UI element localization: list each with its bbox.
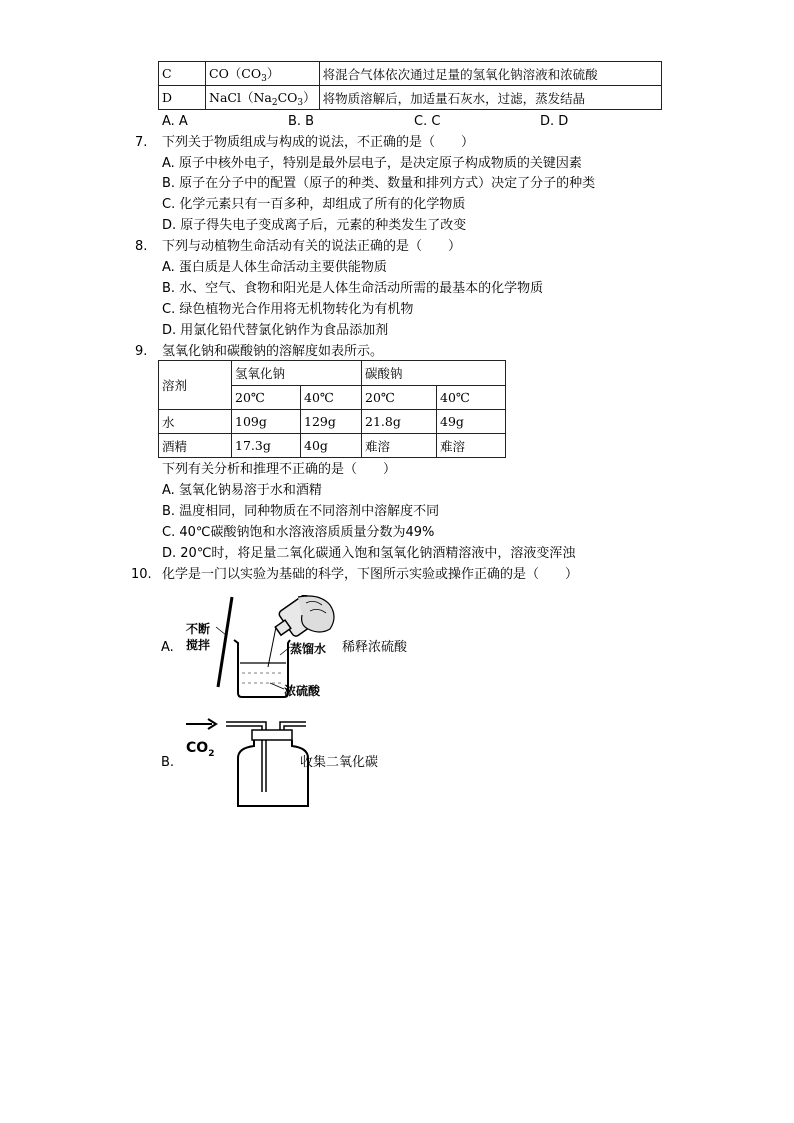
option-c: C. 绿色植物光合作用将无机物转化为有机物 — [162, 302, 414, 317]
option-d: D. 原子得失电子变成离子后，元素的种类发生了改变 — [162, 218, 467, 233]
solvent-cell: 水 — [159, 410, 232, 434]
solvent-cell: 酒精 — [159, 434, 232, 458]
option-a-letter: A. — [161, 640, 174, 655]
option-cell: C — [159, 62, 206, 86]
temp-header: 20℃ — [232, 385, 301, 410]
purification-table — [158, 61, 662, 110]
value-cell: 40g — [301, 434, 362, 458]
method-cell: 将物质溶解后，加适量石灰水，过滤，蒸发结晶 — [319, 86, 661, 110]
question-stem: 下列关于物质组成与构成的说法，不正确的是（ ） — [162, 135, 475, 150]
dilution-figure — [180, 595, 340, 707]
value-cell: 难溶 — [437, 434, 506, 458]
option-b-caption: 收集二氧化碳 — [300, 755, 379, 770]
question-stem: 氢氧化钠和碳酸钠的溶解度如表所示。 — [162, 344, 384, 359]
table-row — [159, 434, 506, 458]
question-number: 7. — [135, 135, 148, 150]
group-header: 氢氧化钠 — [232, 361, 362, 386]
substance-cell: $CO(CO_3)$ — [206, 62, 320, 86]
gas-label: $CO_2$ — [186, 740, 215, 759]
corner-header: 溶剂 — [159, 361, 232, 410]
value-cell: 129g — [301, 410, 362, 434]
label-water: 蒸馏水 — [290, 642, 327, 656]
gas-collection-figure — [180, 712, 320, 810]
option-b: B. 原子在分子中的配置（原子的种类、数量和排列方式）决定了分子的种类 — [162, 176, 596, 191]
value-cell: 难溶 — [362, 434, 437, 458]
option-a: A. 蛋白质是人体生命活动主要供能物质 — [162, 260, 387, 275]
answer-d: D. D — [540, 114, 569, 129]
answer-a: A. A — [162, 114, 188, 129]
table-row — [159, 86, 662, 110]
label-stir-1: 不断 — [186, 622, 211, 636]
label-acid: 浓硫酸 — [284, 684, 321, 698]
beaker — [234, 640, 290, 697]
value-cell: 21.8g — [362, 410, 437, 434]
label-stir-2: 搅拌 — [186, 638, 211, 652]
option-cell: D — [159, 86, 206, 110]
question-number: 10. — [131, 567, 152, 582]
table-header-row — [159, 361, 506, 386]
option-c: C. 40℃碳酸钠饱和水溶液溶质质量分数为49% — [162, 525, 435, 540]
value-cell: 109g — [232, 410, 301, 434]
table-row — [159, 62, 662, 86]
option-a-caption: 稀释浓硫酸 — [342, 640, 408, 655]
option-a: A. 原子中核外电子，特别是最外层电子，是决定原子构成物质的关键因素 — [162, 156, 582, 171]
question-number: 9. — [135, 344, 148, 359]
group-header: 碳酸钠 — [362, 361, 506, 386]
substance-cell: $NaCl(Na_2CO_3)$ — [206, 86, 320, 110]
stopper — [252, 730, 292, 740]
table-row — [159, 410, 506, 434]
gas-bottle — [238, 740, 308, 806]
option-c: C. 化学元素只有一百多种，却组成了所有的化学物质 — [162, 197, 466, 212]
option-b: B. 温度相同，同种物质在不同溶剂中溶解度不同 — [162, 504, 440, 519]
answer-b: B. B — [288, 114, 315, 129]
question-stem: 化学是一门以实验为基础的科学，下图所示实验或操作正确的是（ ） — [162, 567, 579, 582]
option-b-letter: B. — [161, 755, 175, 770]
temp-header: 40℃ — [437, 385, 506, 410]
method-cell: 将混合气体依次通过足量的氢氧化钠溶液和浓硫酸 — [319, 62, 661, 86]
option-d: D. 用氯化铅代替氯化钠作为食品添加剂 — [162, 323, 389, 338]
question-prompt: 下列有关分析和推理不正确的是（ ） — [162, 462, 397, 477]
question-stem: 下列与动植物生命活动有关的说法正确的是（ ） — [162, 239, 462, 254]
value-cell: 49g — [437, 410, 506, 434]
option-b: B. 水、空气、食物和阳光是人体生命活动所需的最基本的化学物质 — [162, 281, 544, 296]
value-cell: 17.3g — [232, 434, 301, 458]
solubility-table — [158, 360, 506, 458]
temp-header: 20℃ — [362, 385, 437, 410]
option-d: D. 20℃时，将足量二氧化碳通入饱和氢氧化钠酒精溶液中，溶液变浑浊 — [162, 546, 576, 561]
question-number: 8. — [135, 239, 148, 254]
option-a: A. 氢氧化钠易溶于水和酒精 — [162, 483, 322, 498]
answer-c: C. C — [414, 114, 441, 129]
temp-header: 40℃ — [301, 385, 362, 410]
glass-rod — [218, 597, 232, 687]
